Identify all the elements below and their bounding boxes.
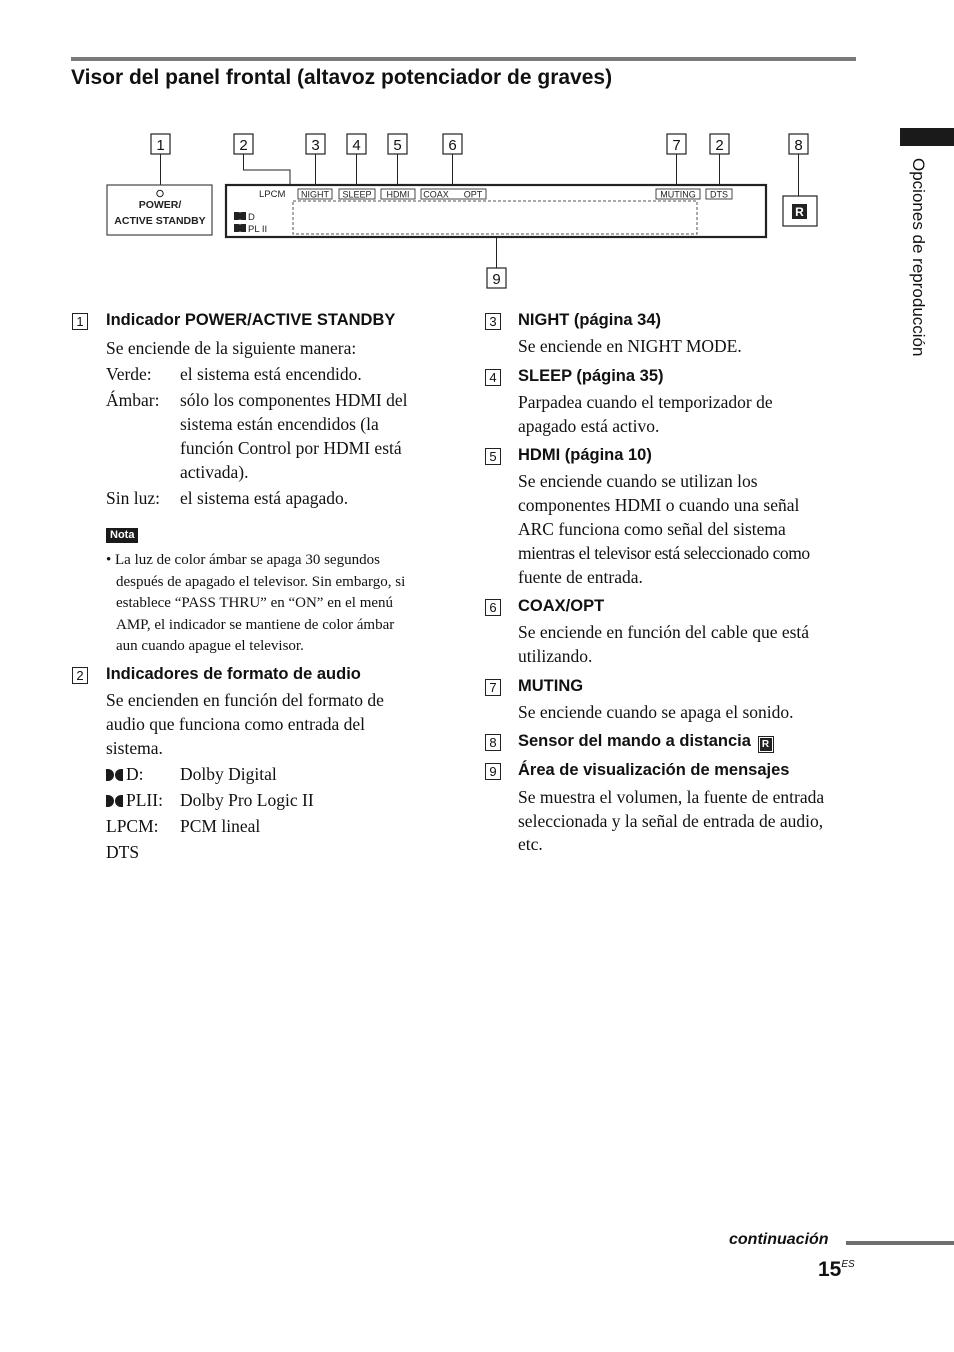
lpcm-indicator: LPCM — [259, 189, 286, 200]
item-6-number: 6 — [485, 599, 501, 616]
verde-term: Verde: — [106, 364, 152, 384]
dolby-d-label: D — [248, 212, 255, 223]
continuation-bar — [846, 1241, 954, 1245]
dolby-icon — [106, 769, 123, 781]
item-2-number: 2 — [72, 667, 88, 684]
side-tab-label: Opciones de reproducción — [909, 158, 928, 357]
item-9-line-2: seleccionada y la señal de entrada de audio, — [518, 811, 824, 831]
page-language-suffix: ES — [841, 1259, 855, 1270]
item-4-heading: SLEEP (página 35) — [518, 367, 664, 385]
page-number-value: 15 — [818, 1258, 842, 1281]
item-1-number: 1 — [72, 313, 88, 330]
item-6-heading: COAX/OPT — [518, 597, 605, 615]
item-2-line-2: audio que funciona como entrada del — [106, 714, 365, 734]
item-3-line-1: Se enciende en NIGHT MODE. — [518, 336, 742, 356]
page-number — [818, 1258, 855, 1282]
pl-desc: Dolby Pro Logic II — [180, 790, 314, 810]
item-3-heading: NIGHT (página 34) — [518, 311, 662, 329]
callout-6: 6 — [448, 137, 457, 154]
item-1-intro: Se enciende de la siguiente manera: — [106, 338, 357, 358]
pl-term-text: PLII: — [126, 790, 163, 810]
pl2-label: PL II — [248, 224, 268, 235]
item-5-line-2: componentes HDMI o cuando una señal — [518, 495, 800, 515]
note-line-4: AMP, el indicador se mantiene de color ámbar — [116, 617, 395, 633]
ambar-desc-1: sólo los componentes HDMI del — [180, 390, 408, 410]
item-9-number: 9 — [485, 763, 501, 780]
lpcm-desc: PCM lineal — [180, 816, 261, 836]
note-line-1: • La luz de color ámbar se apaga 30 segundos — [106, 552, 380, 568]
dts-indicator: DTS — [710, 189, 728, 200]
item-9-line-1: Se muestra el volumen, la fuente de entrada — [518, 787, 825, 807]
front-panel-diagram — [0, 0, 954, 300]
item-8-heading — [518, 732, 772, 751]
callout-9: 9 — [492, 271, 501, 288]
item-5-number: 5 — [485, 448, 501, 465]
item-3-number: 3 — [485, 313, 501, 330]
sinluz-term: Sin luz: — [106, 488, 160, 508]
item-2-line-3: sistema. — [106, 738, 163, 758]
item-5-line-4: mientras el televisor está seleccionado como — [518, 543, 810, 563]
item-5-line-3: ARC funciona como señal del sistema — [518, 519, 786, 539]
hdmi-indicator: HDMI — [386, 189, 410, 200]
power-label-line1: POWER/ — [138, 199, 182, 211]
pl-term — [106, 788, 163, 812]
callout-5: 5 — [393, 137, 402, 154]
item-5-line-5: fuente de entrada. — [518, 567, 643, 587]
ambar-term: Ámbar: — [106, 390, 160, 410]
item-8-heading-text: Sensor del mando a distancia — [518, 732, 751, 750]
ambar-desc-3: función Control por HDMI está — [180, 438, 402, 458]
callout-2: 2 — [239, 137, 248, 154]
verde-desc: el sistema está encendido. — [180, 364, 362, 384]
dolby-pl2-icon — [234, 224, 246, 232]
dd-term-text: D: — [126, 764, 144, 784]
dolby-digital-icon — [234, 212, 246, 220]
remote-sensor-icon: R — [795, 205, 804, 219]
item-4-line-2: apagado está activo. — [518, 416, 660, 436]
coax-indicator: COAX — [423, 189, 449, 200]
dts-term: DTS — [106, 842, 140, 862]
lpcm-term: LPCM: — [106, 816, 159, 836]
item-7-line-1: Se enciende cuando se apaga el sonido. — [518, 702, 794, 722]
note-line-2: después de apagado el televisor. Sin embargo, si — [116, 574, 406, 590]
note-line-3: establece “PASS THRU” en “ON” en el menú — [116, 595, 394, 611]
page-title: Visor del panel frontal (altavoz potenciador de graves) — [71, 66, 613, 89]
item-5-heading: HDMI (página 10) — [518, 446, 652, 464]
callout-2b: 2 — [715, 137, 724, 154]
item-5-line-1: Se enciende cuando se utilizan los — [518, 471, 758, 491]
item-7-heading: MUTING — [518, 677, 584, 695]
opt-indicator: OPT — [463, 189, 483, 200]
callout-8: 8 — [794, 137, 803, 154]
continuation-label: continuación — [729, 1231, 829, 1248]
item-9-heading: Área de visualización de mensajes — [518, 761, 790, 779]
dd-desc: Dolby Digital — [180, 764, 277, 784]
callout-3: 3 — [311, 137, 320, 154]
item-9-line-3: etc. — [518, 834, 543, 854]
callout-7: 7 — [672, 137, 681, 154]
item-1-heading: Indicador POWER/ACTIVE STANDBY — [106, 311, 396, 329]
callout-1: 1 — [156, 137, 165, 154]
night-indicator: NIGHT — [301, 189, 329, 200]
item-6-line-2: utilizando. — [518, 646, 593, 666]
muting-indicator: MUTING — [660, 189, 696, 200]
note-badge: Nota — [106, 528, 138, 543]
item-7-number: 7 — [485, 679, 501, 696]
dd-term — [106, 762, 144, 786]
sinluz-desc: el sistema está apagado. — [180, 488, 349, 508]
power-label-line2: ACTIVE STANDBY — [114, 215, 206, 227]
item-2-heading: Indicadores de formato de audio — [106, 665, 361, 683]
item-8-number: 8 — [485, 734, 501, 751]
ambar-desc-2: sistema están encendidos (la — [180, 414, 379, 434]
item-2-line-1: Se encienden en función del formato de — [106, 690, 384, 710]
sleep-indicator: SLEEP — [342, 189, 372, 200]
dolby-icon — [106, 795, 123, 807]
callout-4: 4 — [352, 137, 361, 154]
note-line-5: aun cuando apague el televisor. — [116, 638, 304, 654]
remote-sensor-icon: R — [760, 738, 772, 751]
item-6-line-1: Se enciende en función del cable que está — [518, 622, 810, 642]
item-4-number: 4 — [485, 369, 501, 386]
ambar-desc-4: activada). — [180, 462, 249, 482]
item-4-line-1: Parpadea cuando el temporizador de — [518, 392, 773, 412]
